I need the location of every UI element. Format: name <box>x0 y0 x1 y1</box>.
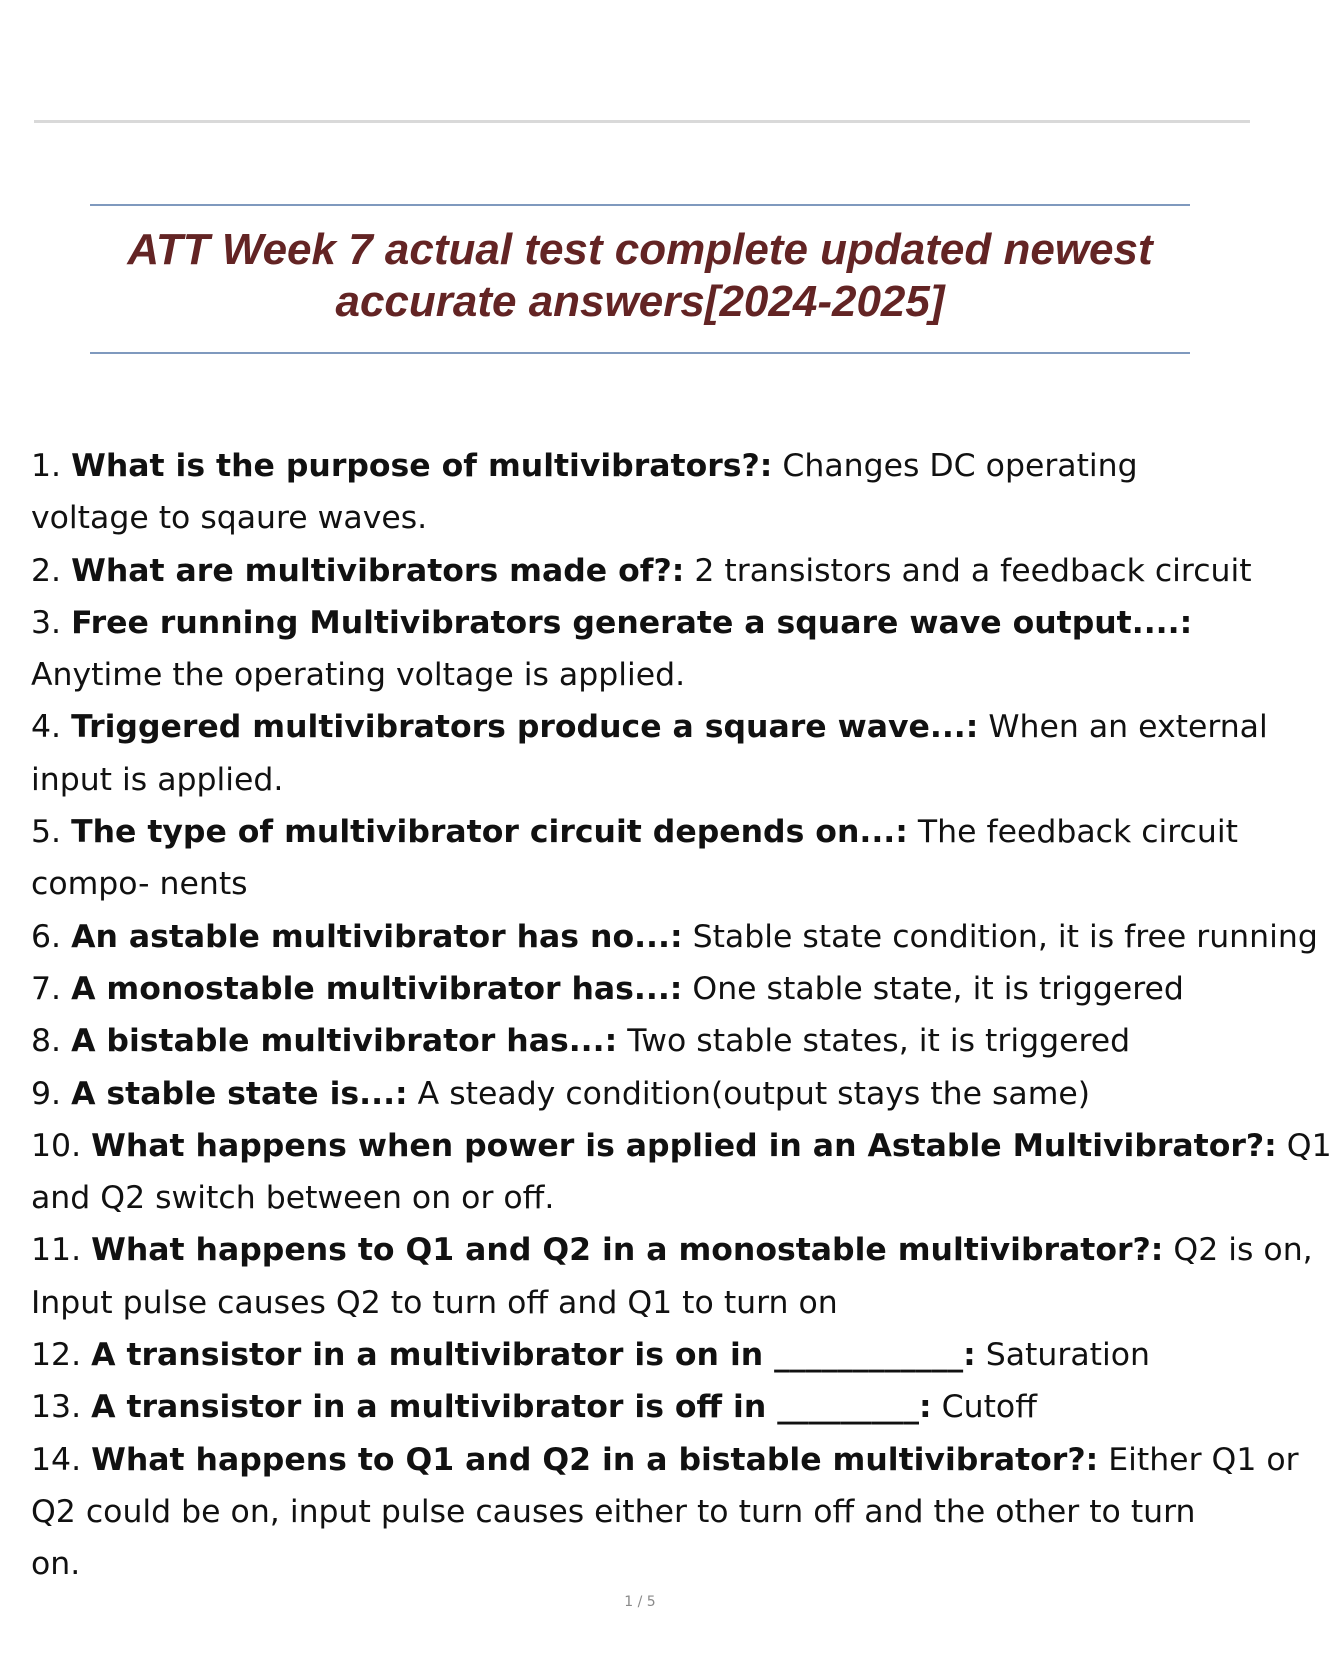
answer-text: Q1 <box>1276 1127 1332 1164</box>
title-block <box>90 204 1190 354</box>
item-number: 2. <box>31 552 72 589</box>
qa-line <box>31 597 1267 649</box>
answer-text: Changes DC operating <box>772 448 1138 484</box>
qa-line <box>31 963 1267 1015</box>
qa-line <box>31 911 1318 963</box>
qa-line <box>31 1277 1267 1329</box>
document-title-line-1: ATT Week 7 actual test complete updated newest <box>127 225 1153 274</box>
question-answer-list <box>31 440 1332 1591</box>
qa-line <box>31 545 1267 597</box>
qa-line <box>31 649 1267 701</box>
question-text: What happens when power is applied in an Astable Multivibrator?: <box>91 1127 1277 1164</box>
answer-text: Stable state condition, it is free running <box>682 918 1318 955</box>
item-number: 12. <box>31 1337 92 1374</box>
qa-line <box>31 701 1267 753</box>
answer-text: Q2 is on, <box>1163 1232 1313 1269</box>
item-number: 3. <box>31 604 72 641</box>
answer-text: A steady condition(output stays the same) <box>407 1075 1091 1112</box>
qa-line <box>31 1224 1313 1276</box>
question-text: What is the purpose of multivibrators?: <box>71 448 773 484</box>
item-number: 11. <box>31 1232 92 1269</box>
item-number: 1. <box>31 448 72 484</box>
question-text: Free running Multivibrators generate a square wave output....: <box>71 604 1193 641</box>
question-text: The type of multivibrator circuit depends on...: <box>71 814 908 851</box>
qa-line <box>31 1486 1267 1538</box>
answer-text: input is applied. <box>31 761 284 798</box>
answer-text: 2 transistors and a feedback circuit <box>684 552 1252 589</box>
item-number: 8. <box>31 1023 72 1060</box>
question-text: A transistor in a multivibrator is off in _________: <box>91 1389 932 1426</box>
item-number: 13. <box>31 1389 92 1426</box>
answer-text: Saturation <box>975 1337 1150 1374</box>
document-title-line-2: accurate answers[2024-2025] <box>335 277 945 326</box>
item-number: 14. <box>31 1441 92 1478</box>
qa-line <box>31 492 1267 544</box>
document-title <box>90 224 1190 328</box>
qa-line <box>31 1381 1267 1433</box>
qa-line <box>31 806 1267 858</box>
question-text: What happens to Q1 and Q2 in a monostable multivibrator?: <box>91 1232 1164 1269</box>
answer-text: Q2 could be on, input pulse causes either to turn off and the other to turn <box>31 1493 1196 1530</box>
item-number: 5. <box>31 814 72 851</box>
question-text: A stable state is...: <box>71 1075 408 1112</box>
item-number: 7. <box>31 970 72 1007</box>
item-number: 10. <box>31 1127 92 1164</box>
answer-text: When an external <box>978 709 1268 746</box>
answer-text: The feedback circuit <box>907 814 1238 851</box>
answer-text: Two stable states, it is triggered <box>617 1023 1131 1060</box>
title-top-rule <box>90 204 1190 206</box>
question-text: An astable multivibrator has no...: <box>71 918 683 955</box>
answer-text: on. <box>31 1546 81 1583</box>
qa-line <box>31 1015 1267 1067</box>
question-text: A bistable multivibrator has...: <box>71 1023 618 1060</box>
qa-line <box>31 754 1267 806</box>
answer-text: and Q2 switch between on or off. <box>31 1180 555 1217</box>
title-bottom-rule <box>90 352 1190 354</box>
question-text: A monostable multivibrator has...: <box>71 970 683 1007</box>
item-number: 9. <box>31 1075 72 1112</box>
answer-text: Either Q1 or <box>1098 1441 1299 1478</box>
question-text: A transistor in a multivibrator is on in ____________: <box>91 1337 976 1374</box>
qa-line <box>31 858 1267 910</box>
qa-line <box>31 440 1267 492</box>
answer-text: Input pulse causes Q2 to turn off and Q1 to turn on <box>31 1284 838 1321</box>
question-text: Triggered multivibrators produce a square wave...: <box>71 709 979 746</box>
header-divider <box>34 120 1250 123</box>
qa-line <box>31 1538 1267 1590</box>
answer-text: Cutoff <box>931 1389 1037 1426</box>
answer-text: compo- nents <box>31 866 248 903</box>
answer-text: One stable state, it is triggered <box>682 970 1184 1007</box>
qa-line <box>31 1068 1267 1120</box>
qa-line <box>31 1120 1332 1172</box>
question-text: What are multivibrators made of?: <box>71 552 685 589</box>
page-indicator: 1 / 5 <box>624 1594 656 1610</box>
qa-line <box>31 1329 1267 1381</box>
qa-line <box>31 1172 1267 1224</box>
item-number: 4. <box>31 709 72 746</box>
answer-text: voltage to sqaure waves. <box>31 500 428 537</box>
question-text: What happens to Q1 and Q2 in a bistable multivibrator?: <box>91 1441 1099 1478</box>
qa-line <box>31 1434 1299 1486</box>
answer-text: Anytime the operating voltage is applied. <box>31 657 686 694</box>
item-number: 6. <box>31 918 72 955</box>
